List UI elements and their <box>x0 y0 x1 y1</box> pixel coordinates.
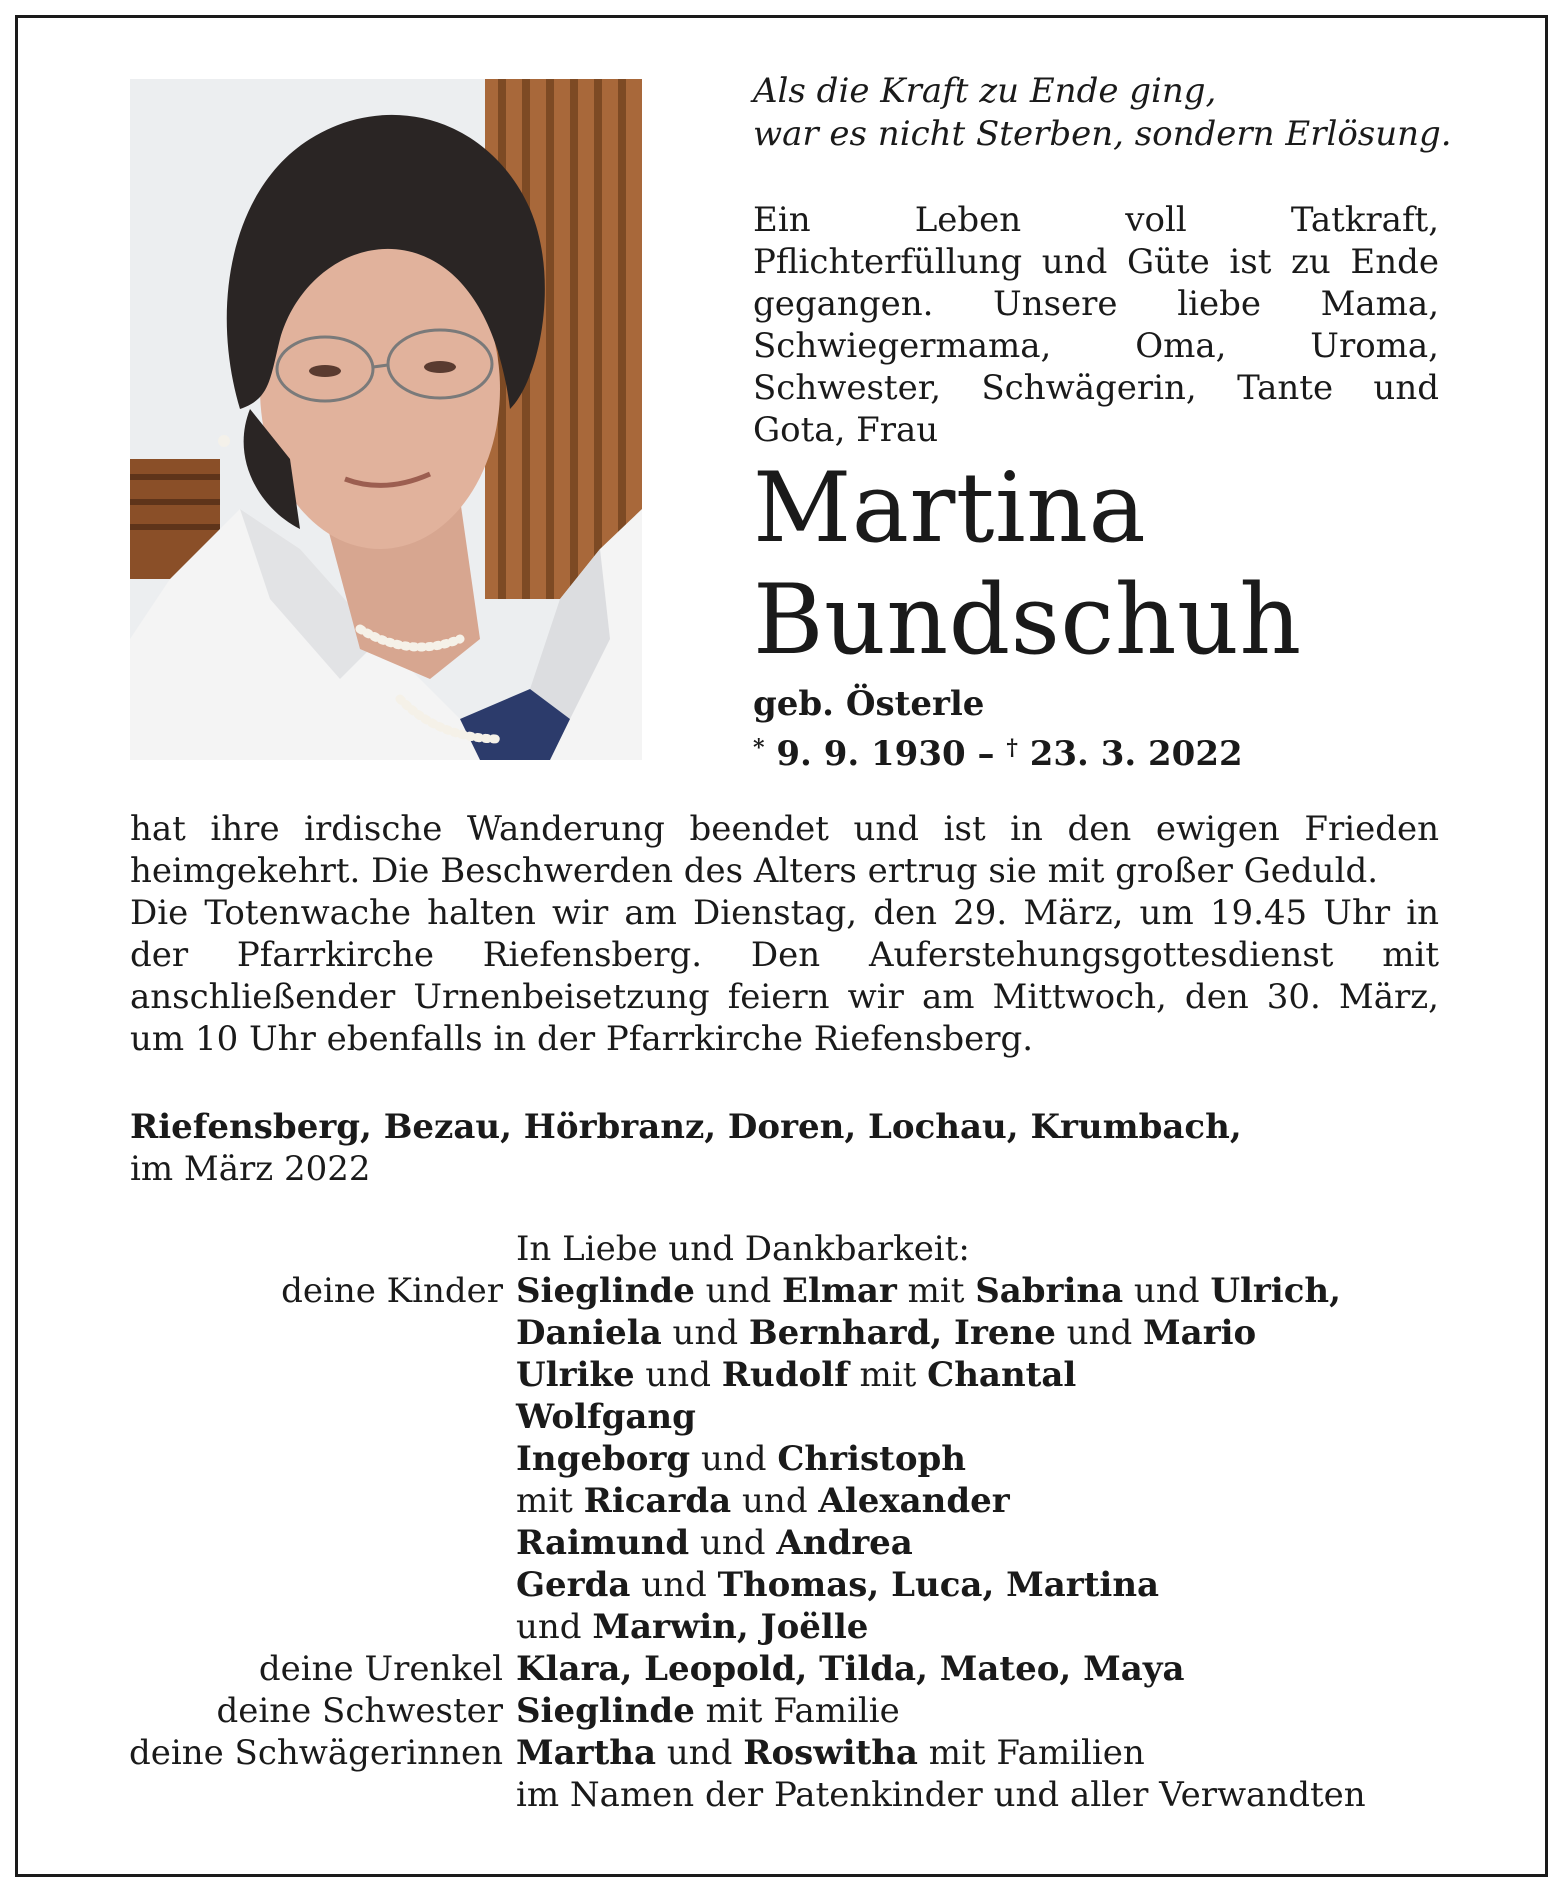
mourner-row <box>0 1270 1567 1312</box>
mourner-name: Ingeborg <box>516 1439 691 1479</box>
mourner-name: Roswitha <box>743 1733 918 1773</box>
death-date: 23. 3. 2022 <box>1029 734 1243 774</box>
connector-text: und <box>694 1271 783 1311</box>
mourner-names <box>516 1774 1366 1816</box>
connector-text: und <box>656 1733 744 1773</box>
mourner-name: Raimund <box>516 1523 690 1563</box>
mourner-names <box>516 1438 966 1480</box>
mourner-name: Alexander <box>818 1481 1010 1521</box>
life-dates <box>753 727 1243 775</box>
connector-text: und <box>690 1439 778 1479</box>
mourner-names <box>516 1564 1159 1606</box>
date-line: im März 2022 <box>130 1149 371 1189</box>
mourner-names <box>516 1732 1145 1774</box>
connector-text: und <box>1123 1271 1211 1311</box>
date-separator: – <box>965 734 1007 774</box>
motto <box>753 70 1453 156</box>
mourner-row <box>0 1648 1567 1690</box>
mourner-row <box>0 1354 1567 1396</box>
mourner-row <box>0 1732 1567 1774</box>
connector-text: mit <box>848 1355 928 1395</box>
mourner-relation-label: deine Urenkel <box>258 1649 503 1689</box>
last-name: Bundschuh <box>753 564 1302 676</box>
mourner-name: Bernhard, Irene <box>748 1313 1056 1353</box>
mourner-names <box>516 1522 913 1564</box>
motto-line-1: Als die Kraft zu Ende ging, <box>753 71 1217 111</box>
connector-text: im Namen der Patenkinder und aller Verwandten <box>516 1775 1366 1815</box>
connector-text: und <box>516 1607 593 1647</box>
mourner-row <box>0 1480 1567 1522</box>
mourners-heading: In Liebe und Dankbarkeit: <box>516 1229 970 1269</box>
mourner-relation-label: deine Kinder <box>281 1271 503 1311</box>
mourner-row <box>0 1690 1567 1732</box>
birth-date: 9. 9. 1930 <box>776 734 966 774</box>
mourner-name: Mario <box>1143 1313 1257 1353</box>
birth-symbol: * <box>753 735 765 761</box>
mourner-name: Gerda <box>516 1565 631 1605</box>
places-line: Riefensberg, Bezau, Hörbranz, Doren, Lochau, Krumbach, <box>130 1107 1242 1147</box>
body-paragraph-2: Die Totenwache halten wir am Dienstag, den 29. März, um 19.45 Uhr in der Pfarrkirche Riefensberg. Den Auferstehungsgottesdienst mit anschließender Urnenbeisetzung feiern wir am Mittwoch, den 30. März, um 10 Uhr ebenfalls in der Pfarrkirche Riefensberg. <box>130 893 1439 1059</box>
mourner-name: Rudolf <box>721 1355 849 1395</box>
connector-text: mit Familie <box>694 1691 900 1731</box>
mourner-name: Andrea <box>776 1523 913 1563</box>
mourner-names <box>516 1396 696 1438</box>
mourners-list <box>0 1228 1567 1816</box>
mourner-relation-label: deine Schwägerinnen <box>128 1733 503 1773</box>
mourners-heading-row <box>0 1228 1567 1270</box>
portrait-photo <box>130 79 642 760</box>
mourner-row <box>0 1564 1567 1606</box>
mourner-names <box>516 1270 1341 1312</box>
maiden-name: geb. Österle <box>753 684 985 724</box>
mourner-name: Wolfgang <box>516 1397 696 1437</box>
mourner-names <box>516 1312 1256 1354</box>
mourner-row <box>0 1396 1567 1438</box>
mourner-relation-label: deine Schwester <box>216 1691 503 1731</box>
motto-line-2: war es nicht Sterben, sondern Erlösung. <box>753 114 1452 154</box>
mourner-name: Daniela <box>516 1313 662 1353</box>
mourner-name: Ulrich, <box>1210 1271 1341 1311</box>
connector-text: mit Familien <box>917 1733 1145 1773</box>
connector-text: mit <box>516 1481 584 1521</box>
mourner-name: Thomas, Luca, Martina <box>717 1565 1160 1605</box>
mourner-name: Martha <box>516 1733 657 1773</box>
mourner-names <box>516 1606 868 1648</box>
mourner-name: Sieglinde <box>516 1691 695 1731</box>
connector-text: und <box>731 1481 819 1521</box>
connector-text: und <box>634 1355 722 1395</box>
connector-text: und <box>689 1523 777 1563</box>
mourner-name: Christoph <box>777 1439 966 1479</box>
mourner-row <box>0 1774 1567 1816</box>
mourner-row <box>0 1606 1567 1648</box>
mourner-name: Chantal <box>927 1355 1077 1395</box>
connector-text: mit <box>896 1271 976 1311</box>
mourner-name: Ricarda <box>583 1481 732 1521</box>
mourner-name: Ulrike <box>516 1355 635 1395</box>
body-paragraph-1: hat ihre irdische Wanderung beendet und ist in den ewigen Frieden heimgekehrt. Die Beschwerden des Alters ertrug sie mit großer Geduld. <box>130 809 1439 891</box>
connector-text: und <box>661 1313 749 1353</box>
first-name: Martina <box>753 452 1147 564</box>
connector-text: und <box>630 1565 718 1605</box>
mourner-row <box>0 1522 1567 1564</box>
mourner-names <box>516 1648 1185 1690</box>
mourner-name: Elmar <box>782 1271 897 1311</box>
connector-text: und <box>1055 1313 1144 1353</box>
mourner-names <box>516 1354 1076 1396</box>
mourner-name: Sieglinde <box>516 1271 695 1311</box>
deceased-name <box>753 452 1302 676</box>
mourner-name: Marwin, Joëlle <box>592 1607 869 1647</box>
mourner-names <box>516 1480 1010 1522</box>
mourner-names <box>516 1690 900 1732</box>
obituary-body <box>130 808 1439 1060</box>
mourner-name: Klara, Leopold, Tilda, Mateo, Maya <box>516 1649 1185 1689</box>
mourner-row <box>0 1312 1567 1354</box>
mourner-row <box>0 1438 1567 1480</box>
mourner-name: Sabrina <box>975 1271 1124 1311</box>
death-symbol: † <box>1006 735 1018 761</box>
intro-text: Ein Leben voll Tatkraft, Pflichterfüllung und Güte ist zu Ende gegangen. Unsere liebe Mama, Schwiegermama, Oma, Uroma, Schwester, Schwägerin, Tante und Gota, Frau <box>753 200 1439 450</box>
